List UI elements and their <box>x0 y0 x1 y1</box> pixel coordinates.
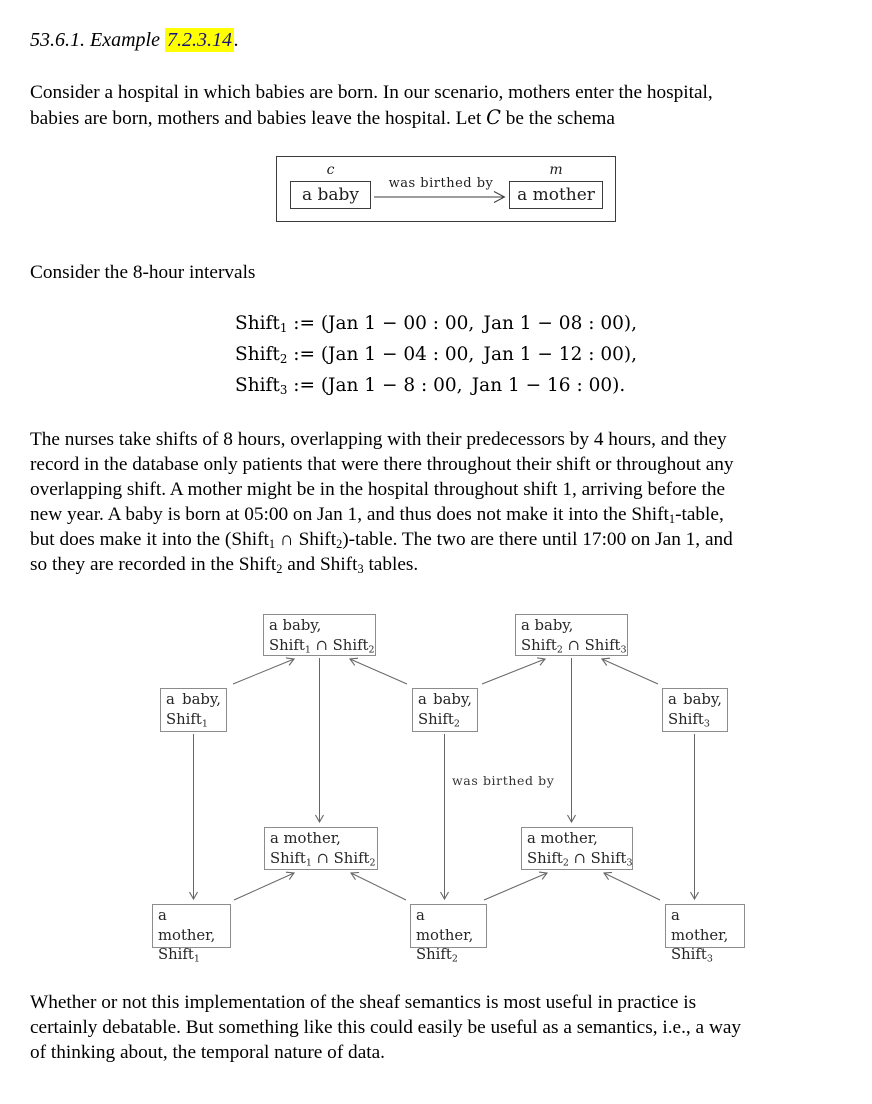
box-mother-shift3 <box>665 904 745 965</box>
equation-line: Shift$_3$ := (Jan 1 − 8 : 00, Jan 1 − 16 : 00). <box>235 375 626 397</box>
box-baby-shift2-shift3 <box>515 614 628 656</box>
box-text-line: a baby, <box>166 691 221 708</box>
arrow-right-icon <box>373 189 509 203</box>
example-reference-link[interactable]: 7.2.3.14 <box>166 29 232 51</box>
heading-suffix: . <box>233 29 239 51</box>
box-text-line: a mother, <box>158 907 216 944</box>
equations-block <box>30 308 842 401</box>
paragraph-nurses <box>30 427 842 577</box>
box-text-line: a mother, <box>527 830 598 847</box>
box-text-line: a mother, <box>671 907 729 944</box>
diagram-arrow <box>233 659 294 684</box>
paragraph-hospital-intro <box>30 80 842 131</box>
schema-object-label-c: c <box>326 162 335 178</box>
box-mother-shift1-shift2 <box>264 827 378 870</box>
box-text-line: a baby, <box>668 691 722 708</box>
box-text-line: Shift$_2$ ∩ Shift$_3$ <box>527 849 633 868</box>
diagram-arrow <box>351 873 406 900</box>
section-heading <box>30 28 842 53</box>
equation-line: Shift$_2$ := (Jan 1 − 04 : 00, Jan 1 − 12 : 00), <box>235 344 637 366</box>
text-line: Consider a hospital in which babies are born. In our scenario, mothers enter the hospital, <box>30 82 713 103</box>
heading-prefix: 53.6.1. Example <box>30 29 165 51</box>
text-line: but does make it into the (Shift$_1$ ∩ Shift$_2$)-table. The two are there until 17:00 on Jan 1, and <box>30 529 733 552</box>
box-baby-shift2 <box>412 688 478 732</box>
diagram-arrow <box>482 659 545 684</box>
box-text-line: Shift$_2$ <box>418 710 460 729</box>
diagram-arrow <box>350 659 407 684</box>
box-text-line: Shift$_1$ ∩ Shift$_2$ <box>269 636 375 655</box>
diagram-edge-label: was birthed by <box>452 773 555 788</box>
box-text-line: Shift$_3$ <box>671 946 713 965</box>
box-baby-shift1-shift2 <box>263 614 376 656</box>
text-line: of thinking about, the temporal nature of data. <box>30 1042 385 1063</box>
schema-arrow-label: was birthed by <box>388 176 494 191</box>
box-text-line: a baby, <box>521 617 574 634</box>
text-line: certainly debatable. But something like this could easily be useful as a semantics, i.e., a way <box>30 1017 742 1038</box>
equation-line: Shift$_1$ := (Jan 1 − 00 : 00, Jan 1 − 08 : 00), <box>235 313 637 335</box>
diagram-arrow <box>602 659 658 684</box>
box-baby-shift1 <box>160 688 227 732</box>
box-mother-shift1 <box>152 904 231 965</box>
schema-mother-box: a mother <box>509 181 603 209</box>
paragraph-conclusion <box>30 990 842 1065</box>
diagram-arrow <box>234 873 294 900</box>
equations-inner <box>235 308 637 401</box>
box-text-line: Shift$_2$ <box>416 946 458 965</box>
text-line: Whether or not this implementation of the sheaf semantics is most useful in practice is <box>30 992 697 1013</box>
text-line: so they are recorded in the Shift$_2$ and Shift$_3$ tables. <box>30 554 419 577</box>
box-text-line: Shift$_1$ ∩ Shift$_2$ <box>270 849 376 868</box>
instance-diagram <box>0 602 872 964</box>
text-line: record in the database only patients that were there throughout their shift or throughout any <box>30 454 734 475</box>
box-text-line: a mother, <box>416 907 474 944</box>
schema-diagram <box>276 156 616 222</box>
schema-baby-box: a baby <box>290 181 371 209</box>
text-line: overlapping shift. A mother might be in the hospital throughout shift 1, arriving before the <box>30 479 726 500</box>
box-text-line: Shift$_1$ <box>166 710 208 729</box>
box-text-line: a baby, <box>418 691 472 708</box>
paragraph-intervals-intro: Consider the 8-hour intervals <box>30 262 256 283</box>
box-text-line: Shift$_2$ ∩ Shift$_3$ <box>521 636 627 655</box>
text-line: The nurses take shifts of 8 hours, overlapping with their predecessors by 4 hours, and they <box>30 429 727 450</box>
diagram-arrow <box>484 873 547 900</box>
box-text-line: a baby, <box>269 617 322 634</box>
schema-object-label-m: m <box>549 162 563 178</box>
box-mother-shift2-shift3 <box>521 827 633 870</box>
box-text-line: a mother, <box>270 830 341 847</box>
box-text-line: Shift$_1$ <box>158 946 200 965</box>
text-line: new year. A baby is born at 05:00 on Jan 1, and thus does not make it into the Shift$_1$-table, <box>30 504 724 527</box>
box-baby-shift3 <box>662 688 728 732</box>
box-text-line: Shift$_3$ <box>668 710 710 729</box>
box-mother-shift2 <box>410 904 487 965</box>
diagram-arrow <box>604 873 660 900</box>
text-line: babies are born, mothers and babies leave the hospital. Let C be the schema <box>30 106 615 129</box>
